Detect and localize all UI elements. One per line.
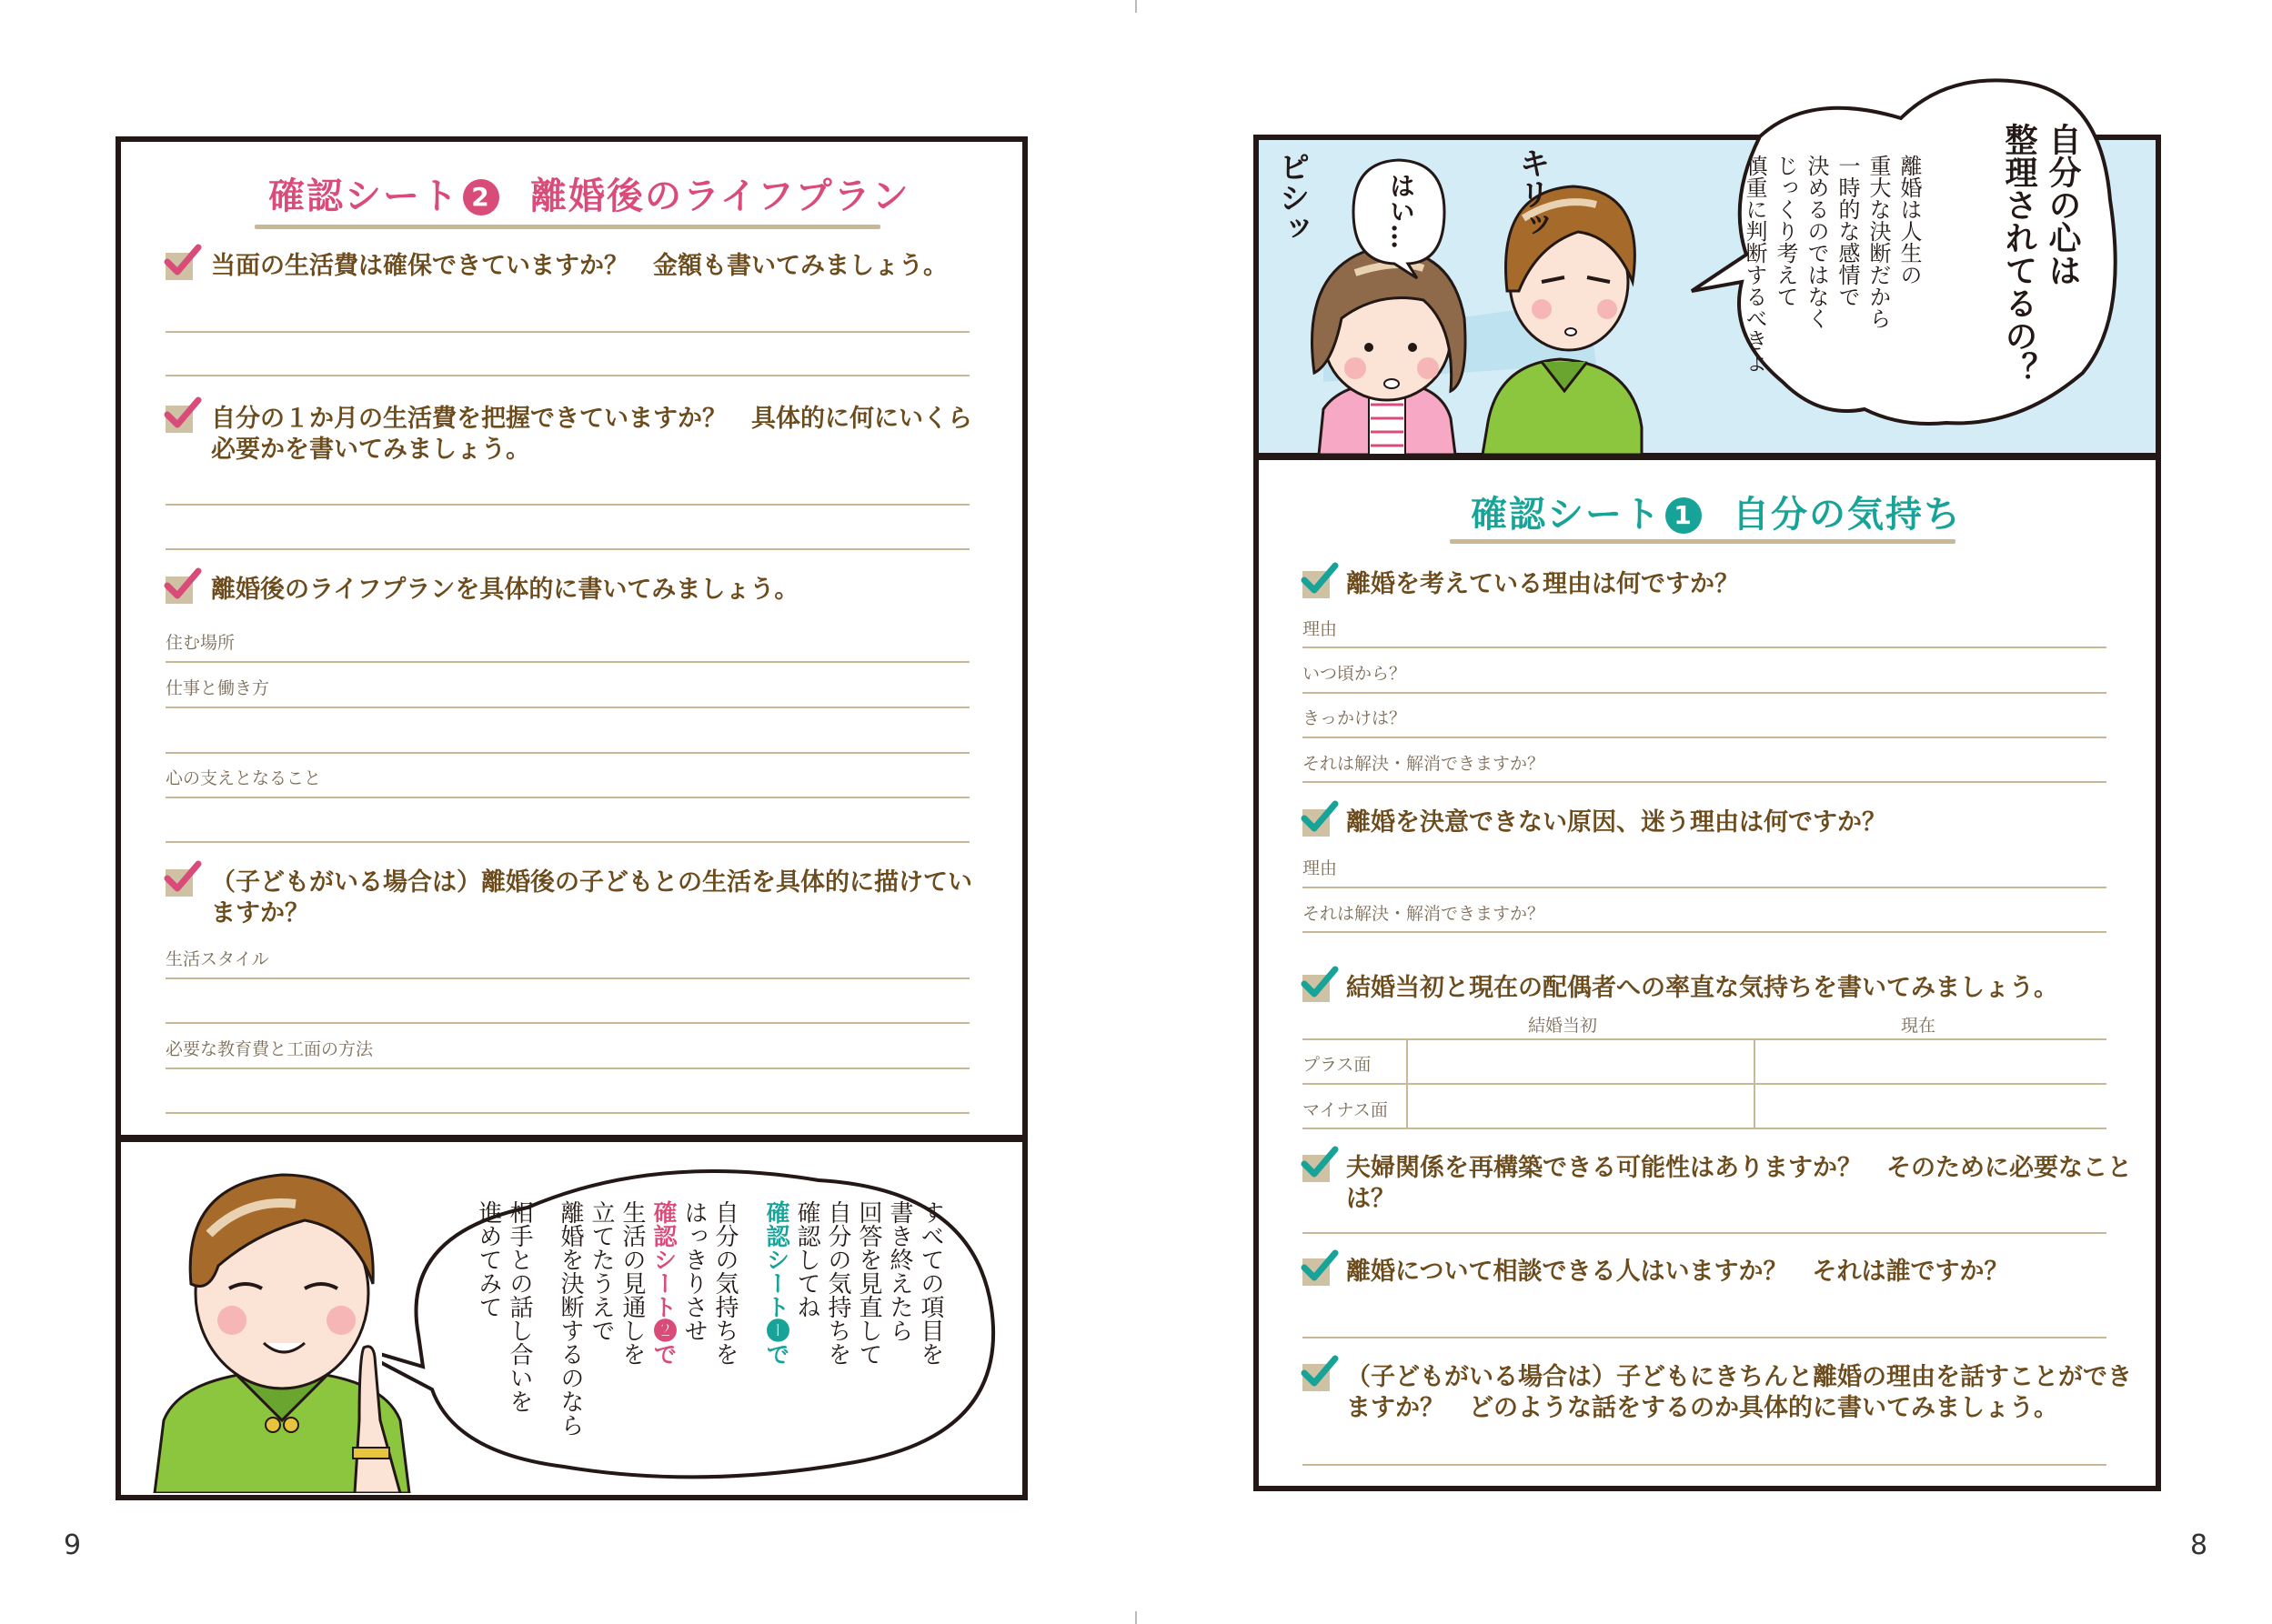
answer-line	[1302, 887, 2106, 888]
field-label: それは解決・解消できますか？	[1302, 904, 1545, 924]
answer-line	[1302, 692, 2106, 694]
checkbox-checked-icon	[1302, 1155, 1330, 1182]
question-text: 当面の生活費は確保できていますか？ 金額も書いてみましょう。	[211, 252, 948, 280]
crop-mark	[1135, 1611, 1137, 1624]
manga-characters-illustration	[1269, 155, 1651, 455]
field-label: 住む場所	[166, 633, 236, 653]
speech-sub-text: 離婚は人生の 重大な決断だから 一時的な感情で 決めるのではなく じっくり考えて 慎重に判断するべきよ	[1742, 155, 1922, 373]
checkbox-checked-icon	[1302, 809, 1330, 837]
sfx-text: キリッ	[1513, 147, 1550, 240]
sheet-title-prefix: 確認シート	[1471, 494, 1662, 536]
page-number-left: 9	[64, 1529, 82, 1561]
page-number-right: 8	[2190, 1529, 2208, 1561]
table-line	[1302, 1038, 2106, 1040]
table-row-label: マイナス面	[1302, 1100, 1388, 1120]
answer-line	[166, 1112, 970, 1114]
answer-line	[1302, 781, 2106, 783]
question-text: （子どもがいる場合は）子どもにきちんと離婚の理由を話すことができますか？ どのような話をするのか具体的に書いてみましょう。	[1346, 1363, 2132, 1422]
answer-line	[166, 504, 970, 506]
question-text: 離婚について相談できる人はいますか？ それは誰ですか？	[1346, 1258, 2009, 1286]
field-label: 仕事と働き方	[166, 678, 270, 698]
field-label: 生活スタイル	[166, 949, 269, 969]
answer-line	[1302, 737, 2106, 738]
title-underline	[255, 225, 880, 229]
sheet-number-badge: 2	[463, 179, 499, 216]
field-label: 必要な教育費と工面の方法	[166, 1039, 374, 1059]
question-text: 自分の１か月の生活費を把握できていますか？ 具体的に何にいくら必要かを書いてみましょう。	[211, 405, 972, 464]
field-label: きっかけは？	[1302, 708, 1407, 728]
question-text: 離婚後のライフプランを具体的に書いてみましょう。	[211, 576, 799, 604]
title-underline	[1450, 539, 1955, 544]
question-text: 離婚を考えている理由は何ですか？	[1346, 570, 1739, 598]
answer-line	[166, 661, 970, 663]
table-column-header: 結婚当初	[1528, 1016, 1598, 1036]
field-label: それは解決・解消できますか？	[1302, 754, 1545, 774]
checkbox-checked-icon	[166, 576, 193, 604]
answer-line	[166, 977, 970, 979]
answer-line	[1302, 1464, 2106, 1466]
answer-line	[166, 331, 970, 333]
checkbox-checked-icon	[1302, 975, 1330, 1002]
table-row-label: プラス面	[1302, 1055, 1372, 1075]
checkbox-checked-icon	[166, 253, 193, 280]
answer-line	[1302, 931, 2106, 933]
table-line	[1302, 1083, 2106, 1085]
answer-line	[166, 1068, 970, 1069]
answer-line	[166, 548, 970, 550]
speech-main-text: 自分の心は 整理されてるの？	[2000, 123, 2082, 385]
sheet-1-title	[1471, 486, 1962, 537]
checkbox-checked-icon	[166, 869, 193, 897]
answer-line	[1302, 1337, 2106, 1338]
answer-line	[166, 752, 970, 754]
crop-mark	[1135, 0, 1137, 13]
sheet-title-prefix: 確認シート	[268, 175, 459, 217]
question-text: 夫婦関係を再構築できる可能性はありますか？ そのために必要なことは？	[1346, 1154, 2132, 1213]
answer-line	[166, 1022, 970, 1024]
table-column-header: 現在	[1901, 1016, 1936, 1036]
answer-line	[166, 375, 970, 376]
checkbox-checked-icon	[1302, 571, 1330, 598]
table-divider	[1754, 1038, 1755, 1128]
speech-bubble-text: すべての項目を 書き終えたら 回答を見直して 自分の気持ちを 確認してね 確認シート❶で 自分の気持ちを はっきりさせ 確認シート❷で 生活の見通しを 立てたうえで 離婚を決断するのなら 相手との話し合いを 進めてみて	[475, 1200, 944, 1437]
field-label: 心の支えとなること	[166, 768, 322, 788]
field-label: いつ頃から？	[1302, 664, 1407, 684]
answer-line	[166, 841, 970, 843]
checkbox-checked-icon	[1302, 1364, 1330, 1391]
reply-bubble-text: はい…	[1386, 173, 1416, 249]
question-text: 結婚当初と現在の配偶者への率直な気持ちを書いてみましょう。	[1346, 974, 2058, 1002]
question-text: 離婚を決意できない原因、迷う理由は何ですか？	[1346, 808, 1886, 837]
sheet-number-badge: 1	[1665, 497, 1702, 534]
checkbox-checked-icon	[1302, 1258, 1330, 1286]
sheet-2-title	[268, 167, 910, 219]
sfx-text: ピシッ	[1273, 151, 1310, 244]
question-text: （子どもがいる場合は）離婚後の子どもとの生活を具体的に描けていますか？	[211, 868, 972, 927]
table-line	[1302, 1128, 2106, 1129]
answer-line	[166, 797, 970, 798]
answer-line	[1302, 647, 2106, 648]
answer-line	[1302, 1232, 2106, 1234]
sheet-2-frame	[116, 136, 1028, 1140]
field-label: 理由	[1302, 619, 1338, 639]
field-label: 理由	[1302, 858, 1338, 878]
checkbox-checked-icon	[166, 406, 193, 433]
table-divider	[1406, 1038, 1408, 1128]
answer-line	[166, 707, 970, 708]
sheet-title-suffix: 自分の気持ち	[1733, 494, 1962, 536]
sheet-title-suffix: 離婚後のライフプラン	[530, 175, 910, 217]
